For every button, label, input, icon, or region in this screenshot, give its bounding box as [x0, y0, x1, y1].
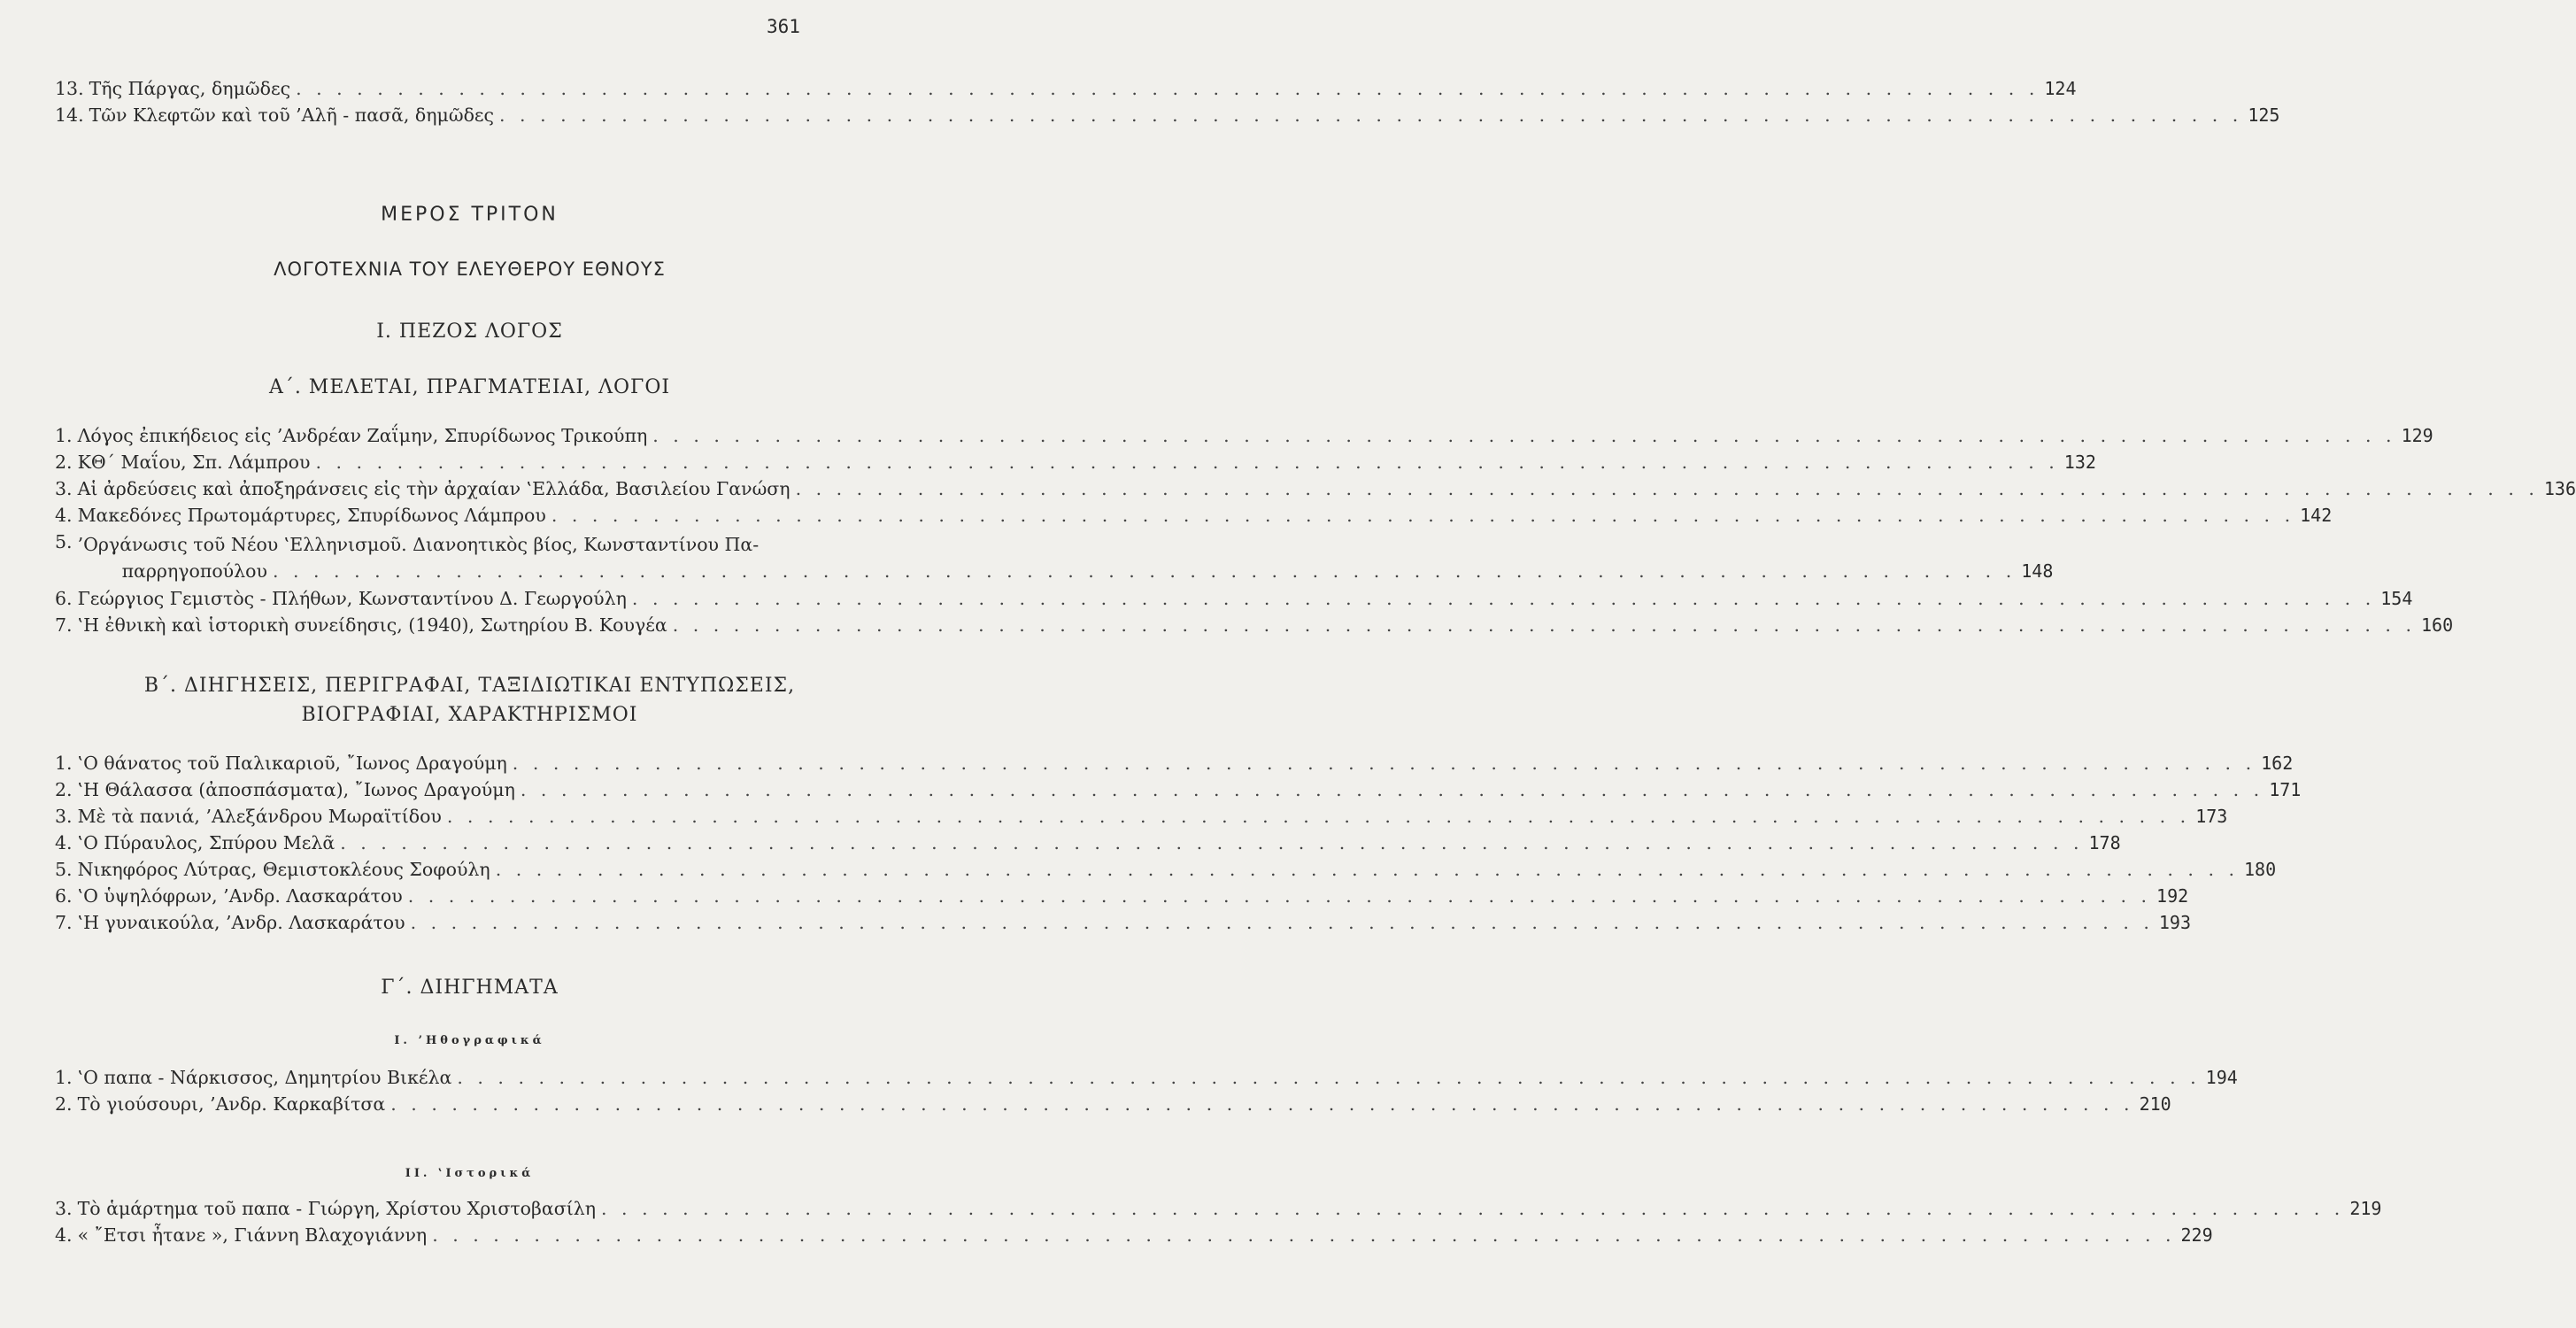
toc-entry: [55, 425, 2433, 446]
toc-entry: [55, 885, 2189, 907]
entry-page: 162: [2261, 753, 2294, 774]
leader-dots: [290, 78, 2044, 99]
entry-number: 13.: [55, 78, 84, 99]
entry-number: 3.: [55, 478, 73, 499]
entry-page: 193: [2158, 912, 2192, 933]
entry-title: Μακεδόνες Πρωτομάρτυρες, Σπυρίδωνος Λάμπρου: [77, 505, 546, 526]
entry-page: 173: [2195, 806, 2228, 827]
toc-entry: [55, 779, 2302, 800]
entry-number: 3.: [55, 806, 73, 827]
entry-page: 229: [2180, 1224, 2213, 1246]
leader-dots: [310, 452, 2063, 473]
entry-title-line2: παρρηγοπούλου: [121, 560, 267, 582]
entry-number: 4.: [55, 505, 73, 526]
entry-number: 5.: [55, 531, 73, 552]
entry-title: Νικηφόρος Λύτρας, Θεμιστοκλέους Σοφούλη: [77, 859, 490, 880]
entry-page: 129: [2401, 425, 2433, 446]
entry-title: ‛Η ἐθνικὴ καὶ ἱστορικὴ συνείδησις, (1940), Σωτηρίου Β. Κουγέα: [77, 614, 667, 636]
entry-page: 142: [2300, 505, 2333, 526]
leader-dots: [667, 614, 2421, 636]
subsection-b-heading: Β΄. ΔΙΗΓΗΣΕΙΣ, ΠΕΡΙΓΡΑΦΑΙ, ΤΑΞΙΔΙΩΤΙΚΑΙ ΕΝΤΥΠΩΣΕΙΣ,: [143, 675, 796, 697]
leader-dots: [267, 558, 2021, 584]
section-heading: Ι. ΠΕΖΟΣ ΛΟΓΟΣ: [376, 320, 563, 343]
leader-dots: [442, 806, 2195, 827]
subsection-a-heading: Α΄. ΜΕΛΕΤΑΙ, ΠΡΑΓΜΑΤΕΙΑΙ, ΛΟΓΟΙ: [268, 376, 671, 398]
entry-page: 125: [2248, 104, 2280, 126]
part-title: ΜΕΡΟΣ ΤΡΙΤΟΝ: [381, 204, 559, 226]
leader-dots: [427, 1224, 2180, 1246]
entry-number: 7.: [55, 614, 73, 636]
entry-title-continuation: [78, 558, 2022, 584]
page-number: 361: [767, 16, 800, 37]
entry-title: ΚΘ΄ Μαΐου, Σπ. Λάμπρου: [77, 452, 311, 473]
leader-dots: [385, 1093, 2139, 1115]
toc-entry: [55, 912, 2192, 933]
entry-number: 1.: [55, 425, 73, 446]
toc-entry: [55, 859, 2277, 880]
part-subtitle: ΛΟΓΟΤΕΧΝΙΑ ΤΟΥ ΕΛΕΥΘΕΡΟΥ ΕΘΝΟΥΣ: [274, 259, 666, 280]
subsection-c-heading: Γ΄. ΔΙΗΓΗΜΑΤΑ: [381, 977, 559, 999]
leader-dots: [627, 588, 2380, 609]
toc-entry: [55, 452, 2096, 473]
toc-entry: [55, 1067, 2238, 1088]
leader-dots: [335, 832, 2088, 853]
toc-entry: [55, 505, 2333, 526]
entry-number: 3.: [55, 1198, 73, 1219]
group-heading: Ι. ’Ηθογραφικά: [394, 1034, 545, 1047]
entry-page: 194: [2205, 1067, 2238, 1088]
leader-dots: [647, 425, 2401, 446]
toc-entry: [55, 832, 2121, 853]
entry-title: ’Οργάνωσις τοῦ Νέου ‛Ελληνισμοῦ. Διανοητικὸς βίος, Κωνσταντίνου Πα-: [77, 534, 760, 555]
entry-number: 2.: [55, 779, 73, 800]
entry-page: 154: [2380, 588, 2413, 609]
entry-number: 6.: [55, 588, 73, 609]
leader-dots: [515, 779, 2269, 800]
leader-dots: [490, 859, 2244, 880]
entry-page: 136: [2543, 478, 2576, 499]
toc-entry: [55, 1198, 2382, 1219]
group-heading: ΙΙ. ‛Ιστορικά: [405, 1167, 535, 1180]
leader-dots: [507, 753, 2261, 774]
entry-number: 1.: [55, 753, 73, 774]
entry-title: Αἱ ἀρδεύσεις καὶ ἀποξηράνσεις εἰς τὴν ἀρχαίαν ‛Ελλάδα, Βασιλείου Γανώση: [77, 478, 791, 499]
entry-number: 7.: [55, 912, 73, 933]
toc-entry: [55, 478, 2576, 499]
entry-number: 5.: [55, 859, 73, 880]
entry-page: 178: [2088, 832, 2121, 853]
toc-entry: [55, 614, 2454, 636]
entry-title-block: [73, 531, 2022, 584]
entry-title: ‛Η γυναικούλα, ’Ανδρ. Λασκαράτου: [77, 912, 405, 933]
entry-page: 124: [2044, 78, 2077, 99]
entry-title: Γεώργιος Γεμιστὸς - Πλήθων, Κωνσταντίνου Δ. Γεωργούλη: [77, 588, 627, 609]
entry-page: 171: [2269, 779, 2302, 800]
entry-page: 180: [2244, 859, 2277, 880]
entry-title: Λόγος ἐπικήδειος εἰς ’Ανδρέαν Ζαΐμην, Σπυρίδωνος Τρικούπη: [77, 425, 648, 446]
toc-entry: [55, 531, 2054, 584]
leader-dots: [791, 478, 2544, 499]
entry-title: Τὸ γιούσουρι, ’Ανδρ. Καρκαβίτσα: [77, 1093, 386, 1115]
toc-entry: [55, 104, 2280, 126]
toc-entry: [55, 753, 2294, 774]
entry-page: 148: [2021, 560, 2054, 582]
toc-entry: [55, 1093, 2171, 1115]
entry-title: Τῶν Κλεφτῶν καὶ τοῦ ’Αλῆ - πασᾶ, δημῶδες: [89, 104, 495, 126]
subsection-b-heading-line2: ΒΙΟΓΡΑΦΙΑΙ, ΧΑΡΑΚΤΗΡΙΣΜΟΙ: [301, 704, 638, 726]
entry-number: 2.: [55, 452, 73, 473]
entry-number: 4.: [55, 832, 73, 853]
entry-page: 160: [2421, 614, 2454, 636]
toc-entry: [55, 806, 2228, 827]
entry-number: 14.: [55, 104, 84, 126]
toc-entry: [55, 1224, 2213, 1246]
entry-title: Τῆς Πάργας, δημῶδες: [89, 78, 291, 99]
entry-title: Μὲ τὰ πανιά, ’Αλεξάνδρου Μωραϊτίδου: [77, 806, 442, 827]
entry-title: ‛Ο θάνατος τοῦ Παλικαριοῦ, ῎Ιωνος Δραγούμη: [77, 753, 507, 774]
leader-dots: [546, 505, 2300, 526]
entry-page: 192: [2156, 885, 2189, 907]
entry-title: ‛Ο Πύραυλος, Σπύρου Μελᾶ: [77, 832, 335, 853]
entry-number: 2.: [55, 1093, 73, 1115]
entry-title: « ῎Ετσι ἦτανε », Γιάννη Βλαχογιάννη: [77, 1224, 428, 1246]
entry-number: 6.: [55, 885, 73, 907]
toc-entry: [55, 588, 2413, 609]
entry-number: 1.: [55, 1067, 73, 1088]
leader-dots: [405, 912, 2159, 933]
leader-dots: [596, 1198, 2349, 1219]
leader-dots: [451, 1067, 2205, 1088]
entry-page: 132: [2063, 452, 2096, 473]
entry-title: ‛Η Θάλασσα (ἀποσπάσματα), ῎Ιωνος Δραγούμη: [77, 779, 515, 800]
entry-title: Τὸ ἁμάρτημα τοῦ παπα - Γιώργη, Χρίστου Χριστοβασίλη: [77, 1198, 597, 1219]
leader-dots: [494, 104, 2248, 126]
toc-entry: [55, 78, 2077, 99]
entry-title: ‛Ο ὑψηλόφρων, ’Ανδρ. Λασκαράτου: [77, 885, 403, 907]
entry-title: ‛Ο παπα - Νάρκισσος, Δημητρίου Βικέλα: [77, 1067, 452, 1088]
entry-page: 210: [2139, 1093, 2171, 1115]
leader-dots: [403, 885, 2156, 907]
entry-page: 219: [2349, 1198, 2382, 1219]
entry-number: 4.: [55, 1224, 73, 1246]
